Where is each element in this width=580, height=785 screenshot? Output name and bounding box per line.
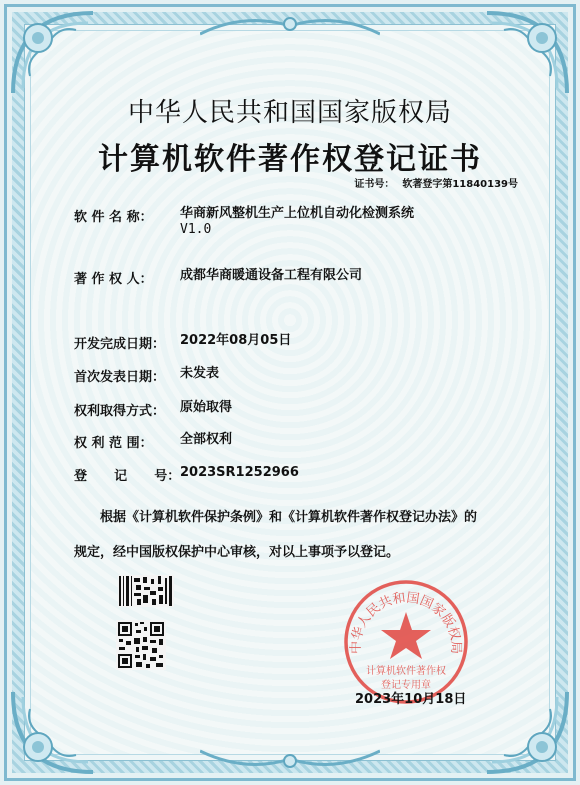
field-label: 软 件 名 称： [74,210,153,225]
field-publish-date [74,366,219,385]
corner-ornament-icon [482,8,572,98]
field-value: 原始取得 [180,400,233,415]
field-value: 华商新风整机生产上位机自动化检测系统 [180,206,415,221]
field-value: 全部权利 [180,432,233,447]
corner-ornament-icon [8,687,98,777]
barcode-icon [118,575,174,607]
statement-line-2: 规定，经中国版权保护中心审核，对以上事项予以登记。 [74,545,400,560]
top-ornament-icon [200,12,380,38]
issue-date: 2023年10月18日 [355,692,467,707]
seal-ring-text: 中华人民共和国国家版权局 [348,590,464,655]
field-registration-number [74,465,299,484]
statement-line-1: 根据《计算机软件保护条例》和《计算机软件著作权登记办法》的 [100,510,478,525]
certificate-number [354,175,518,190]
certificate-number-label: 证书号： [354,179,395,190]
field-value: V1.0 [180,222,212,237]
certificate-number-value: 软著登字第11840139号 [402,179,518,190]
field-value: 2023SR1252966 [180,465,299,480]
corner-ornament-icon [482,687,572,777]
field-label: 首次发表日期： [74,370,166,385]
field-value: 未发表 [180,366,220,381]
field-value: 成都华商暖通设备工程有限公司 [180,268,363,283]
field-value: 2022年08月05日 [180,333,292,348]
qr-code-icon [116,620,166,670]
seal-inner-line-1: 计算机软件著作权 [366,666,446,677]
field-label: 权 利 范 围： [74,436,153,451]
bottom-ornament-icon [200,747,380,773]
field-label: 权利取得方式： [74,404,166,419]
field-software-name [74,206,414,238]
corner-ornament-icon [8,8,98,98]
field-completion-date [74,333,291,352]
seal-inner-line-2: 登记专用章 [381,680,431,691]
field-rights-scope [74,432,232,451]
certificate-title: 计算机软件著作权登记证书 [98,142,482,177]
official-seal-icon [342,578,470,706]
field-label: 登 记 号： [74,469,181,484]
field-label: 著 作 权 人： [74,272,153,287]
authority-title: 中华人民共和国国家版权局 [127,98,452,128]
field-acquisition-method [74,400,232,419]
field-label: 开发完成日期： [74,337,166,352]
field-copyright-owner [74,268,362,287]
